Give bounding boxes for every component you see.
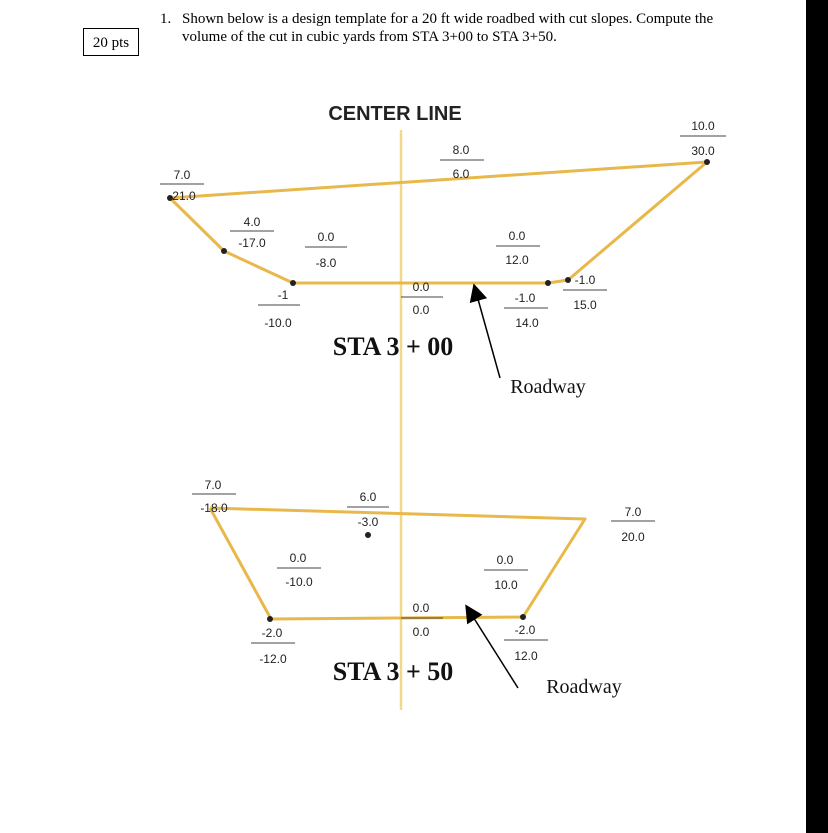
- sta300-labels: [160, 119, 726, 330]
- point: [565, 277, 571, 283]
- label-7: [496, 229, 540, 267]
- label-3: [277, 551, 321, 589]
- label-4: [258, 288, 300, 330]
- label-bottom: -3.0: [357, 515, 379, 529]
- point: [520, 614, 526, 620]
- point: [267, 616, 273, 622]
- label-top: 0.0: [412, 280, 430, 294]
- label-bottom: 14.0: [515, 316, 539, 330]
- label-6: [484, 553, 528, 592]
- label-bottom: -8.0: [315, 256, 337, 270]
- label-2: [230, 215, 274, 250]
- point: [290, 280, 296, 286]
- point: [545, 280, 551, 286]
- label-top: 7.0: [204, 478, 222, 492]
- label-top: 0.0: [496, 553, 514, 567]
- label-top: 0.0: [508, 229, 526, 243]
- label-bottom: -12.0: [259, 652, 287, 666]
- label-top: -2.0: [261, 626, 283, 640]
- label-10: [680, 119, 726, 158]
- label-top: 6.0: [359, 490, 377, 504]
- label-4: [251, 626, 295, 666]
- point: [704, 159, 710, 165]
- sta350-template-line: [210, 508, 585, 619]
- label-1: [160, 168, 204, 203]
- label-5: [401, 280, 443, 317]
- label-top: 7.0: [173, 168, 191, 182]
- label-bottom: -21.0: [168, 189, 196, 203]
- label-bottom: -10.0: [264, 316, 292, 330]
- label-top: 0.0: [317, 230, 335, 244]
- label-bottom: 6.0: [452, 167, 470, 181]
- label-bottom: 15.0: [573, 298, 597, 312]
- label-top: -1: [277, 288, 289, 302]
- label-top: 0.0: [412, 601, 430, 615]
- sta350-labels: [192, 478, 655, 666]
- label-bottom: 0.0: [412, 625, 430, 639]
- points-box: 20 pts: [83, 28, 139, 56]
- label-top: -1.0: [514, 291, 536, 305]
- label-6: [440, 143, 484, 181]
- label-bottom: 20.0: [621, 530, 645, 544]
- point: [221, 248, 227, 254]
- question-text: Shown below is a design template for a 20 ft wide roadbed with cut slopes. Compute the volume of the cut in cubic yards from STA 3+00 to STA 3+50.: [182, 11, 714, 45]
- label-bottom: -10.0: [285, 575, 313, 589]
- label-top: 10.0: [691, 119, 715, 133]
- sta350-title: STA 3 + 50: [332, 657, 454, 686]
- label-bottom: 10.0: [494, 578, 518, 592]
- label-top: 7.0: [624, 505, 642, 519]
- label-top: -1.0: [574, 273, 596, 287]
- label-top: -2.0: [514, 623, 536, 637]
- label-bottom: 12.0: [505, 253, 529, 267]
- label-8: [611, 505, 655, 544]
- label-bottom: 0.0: [412, 303, 430, 317]
- label-bottom: 30.0: [691, 144, 715, 158]
- label-top: 0.0: [289, 551, 307, 565]
- roadway-label: Roadway: [510, 376, 586, 398]
- label-5: [401, 601, 443, 639]
- label-bottom: -18.0: [200, 501, 228, 515]
- label-2: [347, 490, 389, 529]
- roadway-arrow: [476, 292, 500, 378]
- label-bottom: 12.0: [514, 649, 538, 663]
- label-top: 4.0: [243, 215, 261, 229]
- center-line-label: CENTER LINE: [328, 103, 462, 125]
- label-bottom: -17.0: [238, 236, 266, 250]
- label-top: 8.0: [452, 143, 470, 157]
- roadway-arrow: [470, 612, 518, 688]
- roadway-label: Roadway: [546, 676, 622, 698]
- question-number: 1.: [160, 11, 172, 27]
- label-3: [305, 230, 347, 270]
- point: [365, 532, 371, 538]
- label-7: [504, 623, 548, 663]
- label-8: [504, 291, 548, 330]
- sta300-title: STA 3 + 00: [332, 332, 454, 361]
